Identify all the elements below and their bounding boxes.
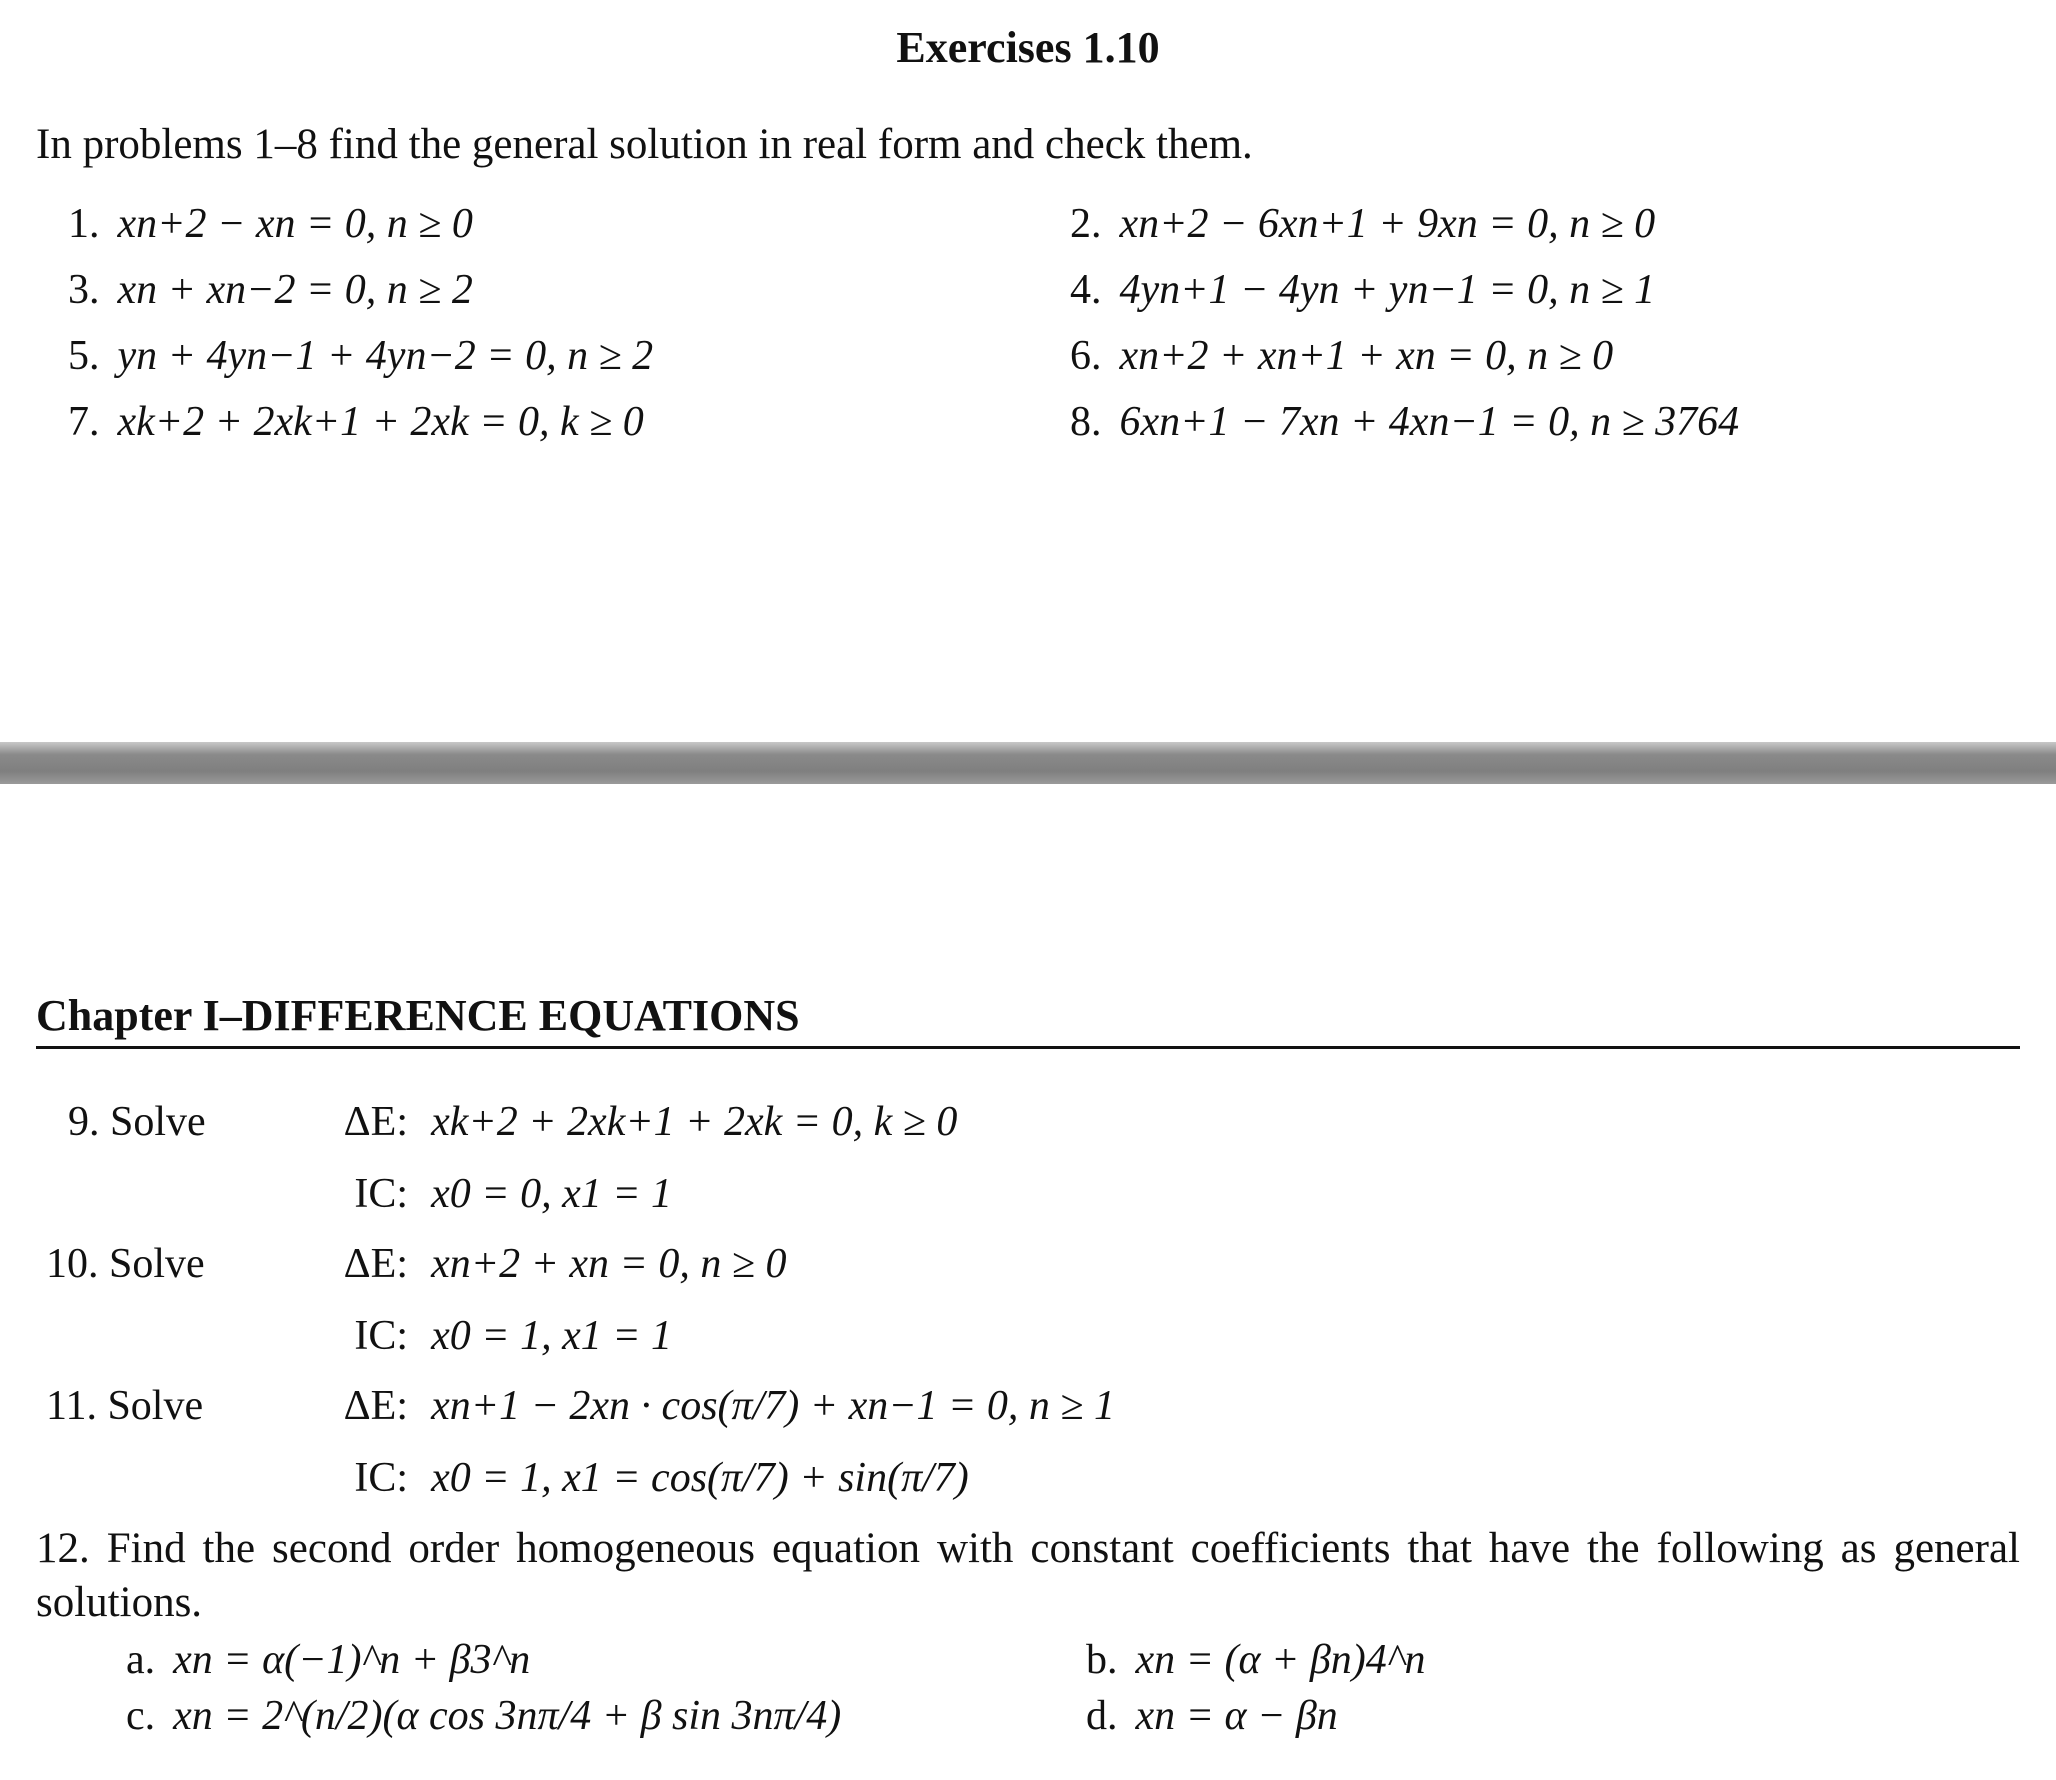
initial-conditions: x0 = 0, x1 = 1 bbox=[431, 1171, 673, 1217]
instructions: In problems 1–8 find the general solution in real form and check them. bbox=[36, 121, 1253, 168]
de-label: ΔE: bbox=[343, 1383, 408, 1429]
part-equation: xn = 2^(n/2)(α cos 3nπ/4 + β sin 3nπ/4) bbox=[173, 1693, 842, 1739]
part-label: a. bbox=[126, 1637, 156, 1683]
heading-rule bbox=[36, 1046, 2020, 1049]
initial-conditions: x0 = 1, x1 = cos(π/7) + sin(π/7) bbox=[431, 1455, 969, 1501]
problem-2 bbox=[1070, 200, 1655, 248]
page-title: Exercises 1.10 bbox=[896, 23, 1160, 72]
difference-equation: xn+1 − 2xn · cos(π/7) + xn−1 = 0, n ≥ 1 bbox=[431, 1383, 1115, 1429]
part-equation: xn = (α + βn)4^n bbox=[1135, 1637, 1426, 1683]
problem-equation: 4yn+1 − 4yn + yn−1 = 0, n ≥ 1 bbox=[1119, 267, 1656, 313]
problem-10-equation bbox=[318, 1240, 786, 1288]
part-label: b. bbox=[1086, 1637, 1118, 1683]
problem-9-label: 9. Solve bbox=[68, 1099, 206, 1145]
problem-6 bbox=[1070, 332, 1613, 380]
problem-equation: xn+2 − xn = 0, n ≥ 0 bbox=[117, 201, 473, 247]
problem-number: 3. bbox=[68, 267, 100, 313]
problem-number: 5. bbox=[68, 333, 100, 379]
problem-4 bbox=[1070, 266, 1655, 314]
problem-10-label: 10. Solve bbox=[46, 1241, 205, 1287]
problem-equation: xk+2 + 2xk+1 + 2xk = 0, k ≥ 0 bbox=[117, 399, 644, 445]
difference-equation: xk+2 + 2xk+1 + 2xk = 0, k ≥ 0 bbox=[431, 1099, 958, 1145]
problem-12-part-c bbox=[126, 1692, 841, 1740]
problem-12-text: 12. Find the second order homogeneous equation with constant coefficients that have the following as general solutions. bbox=[36, 1525, 2020, 1626]
problem-11-equation bbox=[318, 1382, 1115, 1430]
part-equation: xn = α(−1)^n + β3^n bbox=[173, 1637, 531, 1683]
problem-3 bbox=[68, 266, 473, 314]
de-label: ΔE: bbox=[343, 1099, 408, 1145]
problem-10-initial-conditions bbox=[318, 1312, 672, 1360]
problem-equation: xn + xn−2 = 0, n ≥ 2 bbox=[117, 267, 473, 313]
de-label: ΔE: bbox=[343, 1241, 408, 1287]
problem-number: 1. bbox=[68, 201, 100, 247]
problem-equation: yn + 4yn−1 + 4yn−2 = 0, n ≥ 2 bbox=[117, 333, 654, 379]
chapter-heading: Chapter I–DIFFERENCE EQUATIONS bbox=[36, 991, 800, 1040]
ic-label: IC: bbox=[354, 1313, 408, 1359]
part-label: d. bbox=[1086, 1693, 1118, 1739]
problem-12-part-b bbox=[1086, 1636, 1425, 1684]
problem-equation: xn+2 − 6xn+1 + 9xn = 0, n ≥ 0 bbox=[1119, 201, 1656, 247]
problem-number: 8. bbox=[1070, 399, 1102, 445]
problem-equation: xn+2 + xn+1 + xn = 0, n ≥ 0 bbox=[1119, 333, 1614, 379]
problem-8 bbox=[1070, 398, 1739, 446]
problem-equation: 6xn+1 − 7xn + 4xn−1 = 0, n ≥ 3764 bbox=[1119, 399, 1740, 445]
problem-9-initial-conditions bbox=[318, 1170, 672, 1218]
problem-1 bbox=[68, 200, 473, 248]
difference-equation: xn+2 + xn = 0, n ≥ 0 bbox=[431, 1241, 787, 1287]
problem-number: 6. bbox=[1070, 333, 1102, 379]
problem-5 bbox=[68, 332, 653, 380]
problem-number: 4. bbox=[1070, 267, 1102, 313]
problem-7 bbox=[68, 398, 644, 446]
problem-11-label: 11. Solve bbox=[46, 1383, 204, 1429]
ic-label: IC: bbox=[354, 1455, 408, 1501]
part-equation: xn = α − βn bbox=[1135, 1693, 1338, 1739]
initial-conditions: x0 = 1, x1 = 1 bbox=[431, 1313, 673, 1359]
problem-12-part-d bbox=[1086, 1692, 1338, 1740]
page-divider bbox=[0, 742, 2056, 784]
problem-9-equation bbox=[318, 1098, 957, 1146]
problem-11-initial-conditions bbox=[318, 1454, 969, 1502]
part-label: c. bbox=[126, 1693, 156, 1739]
problem-number: 2. bbox=[1070, 201, 1102, 247]
problem-12-part-a bbox=[126, 1636, 530, 1684]
ic-label: IC: bbox=[354, 1171, 408, 1217]
problem-number: 7. bbox=[68, 399, 100, 445]
